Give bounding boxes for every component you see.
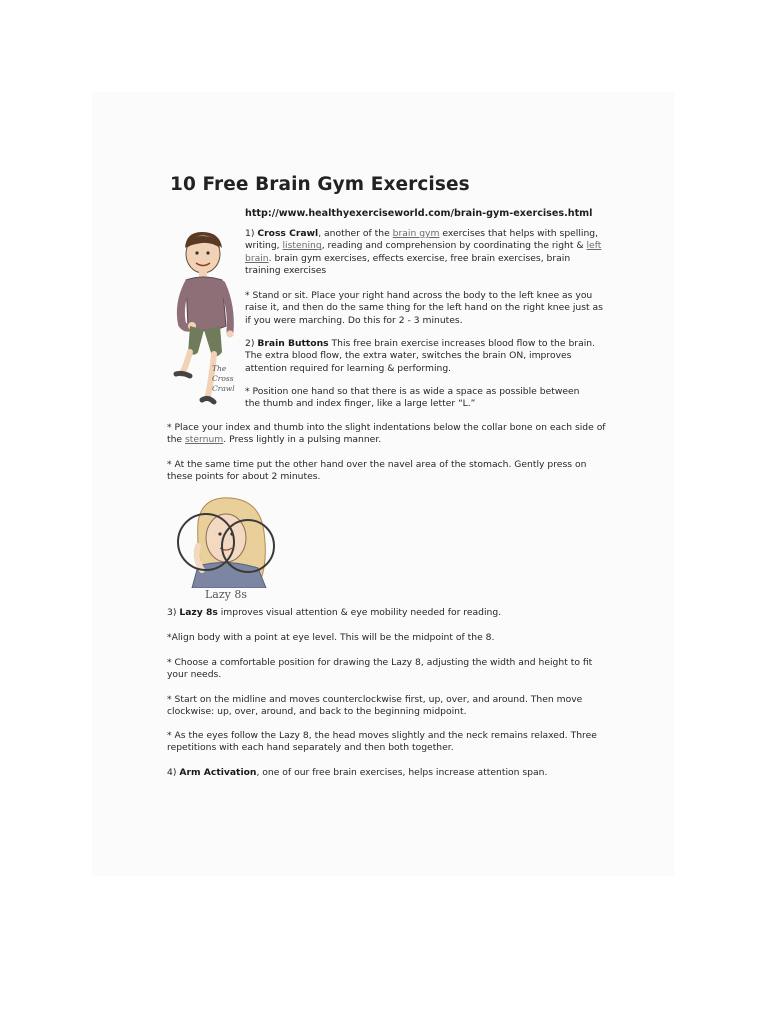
left-brain-link[interactable]: left brain — [245, 240, 602, 264]
brain-buttons-heading: Brain Buttons — [257, 338, 329, 349]
document-title: 10 Free Brain Gym Exercises — [170, 174, 470, 195]
lazy-8s-step-3: * Start on the midline and moves counterclockwise first, up, over, and around. Then move clockwise: up, over, around, and back to the beginning midpoint. — [167, 694, 583, 718]
arm-activation-intro: 4) Arm Activation, one of our free brain exercises, helps increase attention span. — [167, 767, 548, 778]
brain-buttons-intro: 2) Brain Buttons This free brain exercise increases blood flow to the brain. The extra blood flow, the extra water, switches the brain ON, improves attention required for learning & performing. — [245, 338, 595, 374]
lazy-8s-illustration — [168, 492, 282, 588]
arm-activation-heading: Arm Activation — [179, 767, 257, 778]
lazy-8s-step-4: * As the eyes follow the Lazy 8, the head moves slightly and the neck remains relaxed. Three repetitions with each hand separately and then both together. — [167, 730, 597, 754]
lazy-8s-heading: Lazy 8s — [179, 607, 218, 618]
brain-buttons-step-2: * Place your index and thumb into the slight indentations below the collar bone on each side of the sternum. Press lightly in a pulsing manner. — [167, 422, 606, 446]
brain-buttons-step-3: * At the same time put the other hand over the navel area of the stomach. Gently press on these points for about 2 minutes. — [167, 459, 587, 483]
lazy-8s-caption: Lazy 8s — [205, 588, 248, 601]
cross-crawl-instructions: * Stand or sit. Place your right hand across the body to the left knee as you raise it, and then do the same thing for the left hand on the right knee just as if you were marching. Do this for 2 - 3 minutes. — [245, 290, 603, 326]
sternum-link[interactable]: sternum — [185, 434, 224, 446]
brain-gym-link[interactable]: brain gym — [392, 228, 440, 239]
lazy-8s-step-2: * Choose a comfortable position for drawing the Lazy 8, adjusting the width and height to fit your needs. — [167, 657, 593, 681]
listening-link[interactable]: listening — [282, 240, 322, 252]
cross-crawl-illustration — [168, 226, 250, 408]
cross-crawl-heading: Cross Crawl — [257, 228, 319, 239]
source-url: http://www.healthyexerciseworld.com/brain-gym-exercises.html — [245, 208, 593, 219]
cross-crawl-caption: The Cross Crawl — [212, 364, 235, 393]
brain-buttons-step-1: * Position one hand so that there is as wide a space as possible between the thumb and index finger, like a large letter “L.” — [245, 386, 580, 410]
cross-crawl-intro: 1) Cross Crawl, another of the brain gym exercises that helps with spelling, writing, listening, reading and comprehension by coordinating the right & left brain. brain gym exercises, effects exercise, free brain exercises, brain training exercises — [245, 228, 602, 277]
lazy-8s-step-1: *Align body with a point at eye level. This will be the midpoint of the 8. — [167, 632, 495, 643]
lazy-8s-intro: 3) Lazy 8s improves visual attention & eye mobility needed for reading. — [167, 607, 502, 618]
